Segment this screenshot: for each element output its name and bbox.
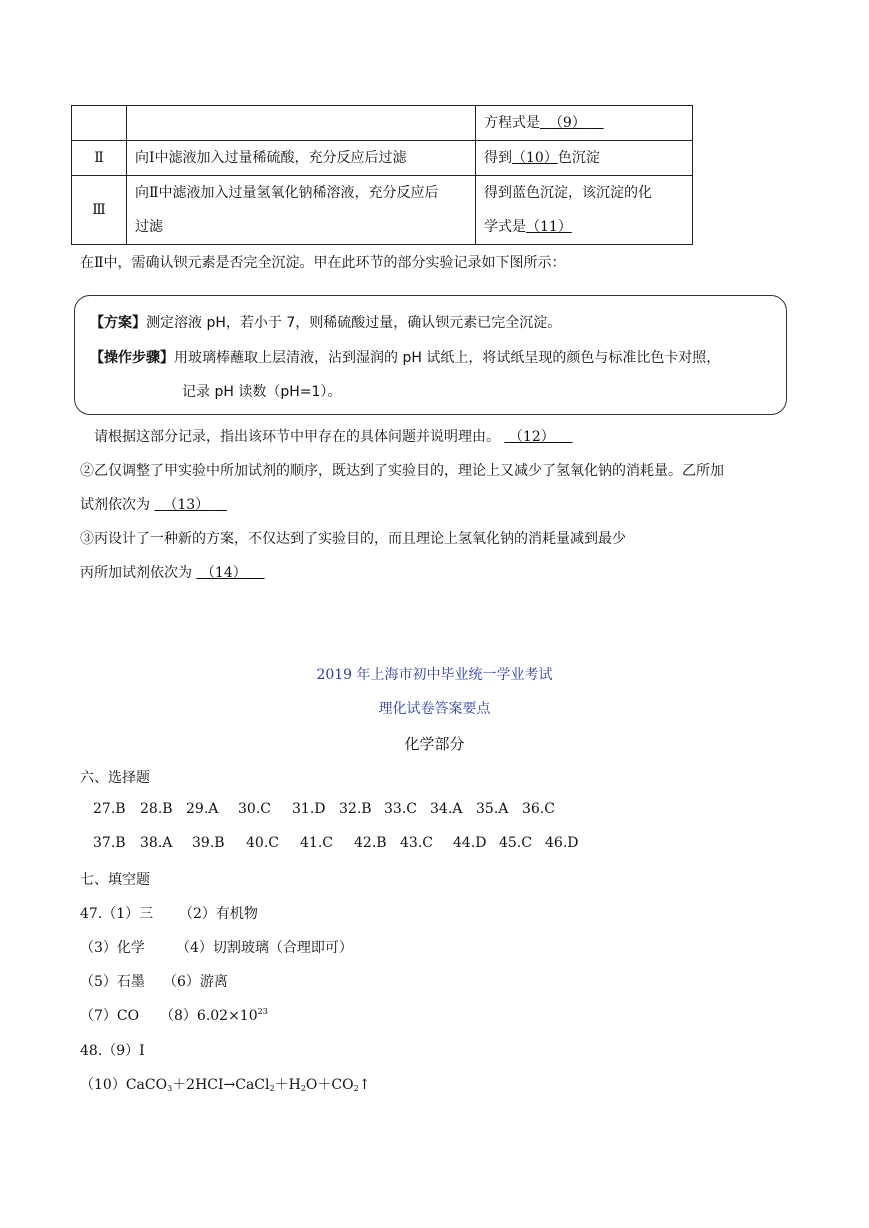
mc-answer: 33.C <box>384 801 417 817</box>
answer-47-2: （2）有机物 <box>179 906 258 922</box>
operation-cell: 向Ⅰ中滤液加入过量稀硫酸，充分反应后过滤 <box>127 141 476 176</box>
mc-answer: 29.A <box>186 801 219 817</box>
steps-label: 【操作步骤】 <box>90 350 174 366</box>
exponent: 23 <box>257 1007 268 1016</box>
operation-cell <box>127 176 476 245</box>
mc-answer: 35.A <box>476 801 509 817</box>
step-cell: Ⅲ <box>72 176 127 245</box>
result-line: 得到蓝色沉淀，该沉淀的化 <box>484 185 652 201</box>
mc-answer: 28.B <box>140 801 173 817</box>
steps-line-2: 记录 pH 读数（pH=1）。 <box>182 384 342 400</box>
blank-9: （9） <box>548 115 586 131</box>
mc-answer: 27.B <box>93 801 126 817</box>
plan-text: 测定溶液 pH，若小于 7，则稀硫酸过量，确认钡元素已完全沉淀。 <box>146 315 562 331</box>
mc-answer: 43.C <box>400 835 433 851</box>
question-12: 请根据这部分记录，指出该环节中甲存在的具体问题并说明理由。 （12） <box>94 426 573 446</box>
answer-48-10: $(10)CaCO_3+2HCI\to CaCl_2+H_2O+CO_2↑$ <box>80 1077 371 1093</box>
step-cell <box>72 106 127 141</box>
plan-label: 【方案】 <box>90 315 146 331</box>
answer-title-3: 化学部分 <box>404 735 465 753</box>
step-cell: Ⅱ <box>72 141 127 176</box>
mc-answer: 37.B <box>93 835 126 851</box>
experiment-record-box <box>74 295 787 415</box>
result-cell <box>476 176 693 245</box>
result-cell <box>476 141 693 176</box>
result-prefix: 得到 <box>484 150 512 166</box>
intro-text: 在Ⅱ中，需确认钡元素是否完全沉淀。甲在此环节的部分实验记录如下图所示： <box>80 255 566 271</box>
experiment-table <box>71 105 693 245</box>
mc-answer: 42.B <box>354 835 387 851</box>
table-row <box>72 176 693 245</box>
mc-answer: 41.C <box>300 835 333 851</box>
table-row <box>72 106 693 141</box>
mc-answer: 36.C <box>522 801 555 817</box>
answer-48-9: 48.（9）Ⅰ <box>80 1043 145 1059</box>
table-row <box>72 141 693 176</box>
mc-answer: 44.D <box>453 835 487 851</box>
answer-47-5: （5）石墨 <box>80 974 145 990</box>
mc-answer: 30.C <box>238 801 271 817</box>
question-14-line2: 丙所加试剂依次为 （14） <box>80 562 265 582</box>
blank-10: （10） <box>512 150 558 166</box>
plan-line <box>90 312 561 332</box>
result-prefix: 方程式是 <box>484 115 540 131</box>
result-cell <box>476 106 693 141</box>
answer-title-1: 2019 年上海市初中毕业统一学业考试 <box>316 667 553 683</box>
steps-text: 用玻璃棒蘸取上层清液，沾到湿润的 pH 试纸上，将试纸呈现的颜色与标准比色卡对照， <box>174 350 721 366</box>
answer-title-2: 理化试卷答案要点 <box>378 701 491 717</box>
section-6-heading: 六、选择题 <box>80 770 150 786</box>
mc-answer: 34.A <box>430 801 463 817</box>
answer-47-8: $(8)6.02\times 10^{23}$ <box>160 1007 268 1024</box>
mc-answer: 38.A <box>140 835 173 851</box>
answer-47-1: 47.（1）三 <box>80 906 154 922</box>
question-13-line1: ②乙仅调整了甲实验中所加试剂的顺序，既达到了实验目的，理论上又减少了氢氧化钠的消耗量。乙所加 <box>80 463 724 479</box>
mc-answer: 32.B <box>339 801 372 817</box>
blank-13: （13） <box>163 497 210 513</box>
result-suffix: 色沉淀 <box>557 150 600 166</box>
answer-47-4: （4）切割玻璃（合理即可） <box>176 940 353 956</box>
question-14-line1: ③丙设计了一种新的方案，不仅达到了实验目的，而且理论上氢氧化钠的消耗量减到最少 <box>80 531 626 547</box>
blank-12: （12） <box>508 429 555 445</box>
blank-11: （11） <box>526 219 572 235</box>
operation-cell <box>127 106 476 141</box>
operation-line: 向Ⅱ中滤液加入过量氢氧化钠稀溶液，充分反应后 <box>135 185 439 201</box>
blank-14: （14） <box>200 565 247 581</box>
mc-answer: 46.D <box>545 835 579 851</box>
answer-47-6: （6）游离 <box>163 974 228 990</box>
mc-answer: 40.C <box>246 835 279 851</box>
mc-answer: 39.B <box>192 835 225 851</box>
result-line: 学式是（11） <box>484 219 572 235</box>
up-arrow-icon: ↑ <box>358 1077 371 1093</box>
answer-47-3: （3）化学 <box>80 940 145 956</box>
mc-answer: 45.C <box>499 835 532 851</box>
steps-line <box>90 347 720 367</box>
mc-answer: 31.D <box>292 801 326 817</box>
answer-47-7: （7）CO <box>80 1008 140 1024</box>
operation-line: 过滤 <box>135 219 163 235</box>
question-13-line2: 试剂依次为 （13） <box>80 494 227 514</box>
section-7-heading: 七、填空题 <box>80 872 150 888</box>
